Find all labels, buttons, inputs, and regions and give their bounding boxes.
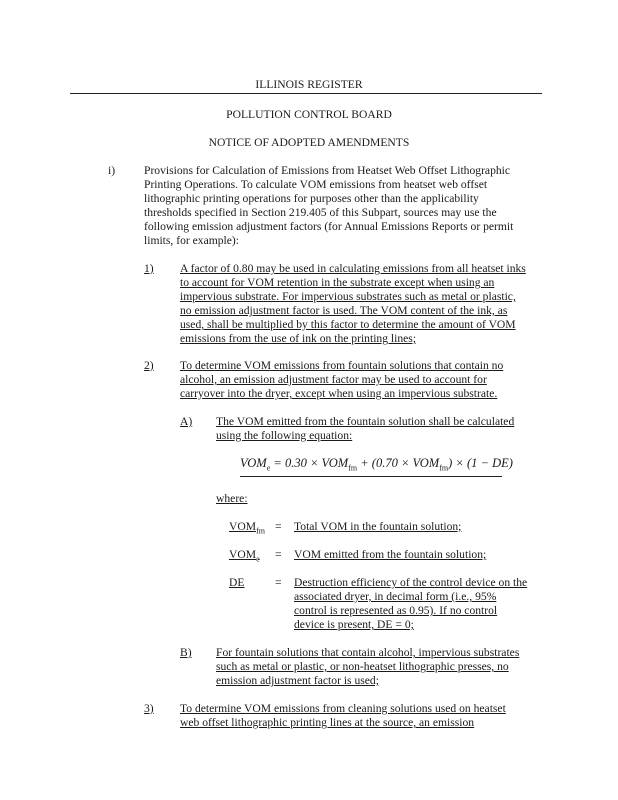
item-1-line: A factor of 0.80 may be used in calculating emissions from all heatset inks xyxy=(180,262,526,275)
item-1-line: used, shall be multiplied by this factor to determine the amount of VOM xyxy=(180,318,516,331)
definition-symbol: DE xyxy=(229,576,245,589)
item-1-line: emissions from the use of ink on the printing lines; xyxy=(180,332,417,345)
definition-equals: = xyxy=(275,520,282,533)
definition-text: Total VOM in the fountain solution; xyxy=(294,520,462,533)
item-i-line: Printing Operations. To calculate VOM emissions from heatset web offset xyxy=(144,178,488,191)
item-2a-marker: A) xyxy=(180,415,193,428)
item-2-marker: 2) xyxy=(144,359,154,372)
item-1-line: impervious substrate. For impervious substrates such as metal or plastic, xyxy=(180,290,516,303)
item-3-line: To determine VOM emissions from cleaning solutions used on heatset xyxy=(180,702,506,715)
definition-equals: = xyxy=(275,576,282,589)
item-1-line: to account for VOM retention in the substrate except when using an xyxy=(180,276,495,289)
notice-title: NOTICE OF ADOPTED AMENDMENTS xyxy=(208,136,410,149)
definition-text: VOM emitted from the fountain solution; xyxy=(294,548,487,561)
item-2a-line: using the following equation: xyxy=(216,429,353,442)
definition-text: Destruction efficiency of the control device on the xyxy=(294,576,528,589)
item-2b-line: such as metal or plastic, or non-heatset lithographic presses, no xyxy=(216,660,509,673)
definition-equals: = xyxy=(275,548,282,561)
item-i-line: limits, for example): xyxy=(144,234,239,247)
item-3-line: web offset lithographic printing lines at the source, an emission xyxy=(180,716,475,729)
item-i-line: thresholds specified in Section 219.405 of this Subpart, sources may use the xyxy=(144,206,497,219)
item-i-marker: i) xyxy=(108,164,116,177)
item-i-line: following emission adjustment factors (for Annual Emissions Reports or permit xyxy=(144,220,514,233)
item-1-line: no emission adjustment factor is used. The VOM content of the ink, as xyxy=(180,304,508,317)
item-2b-line: For fountain solutions that contain alcohol, impervious substrates xyxy=(216,646,520,659)
definition-text: device is present, DE = 0; xyxy=(294,618,414,631)
item-2-line: To determine VOM emissions from fountain solutions that contain no xyxy=(180,359,504,372)
where-label: where: xyxy=(216,492,248,505)
item-i-line: Provisions for Calculation of Emissions from Heatset Web Offset Lithographic xyxy=(144,164,511,177)
definition-text: associated dryer, in decimal form (i.e., 95% xyxy=(294,590,497,603)
item-2-line: carryover into the dryer, except when using an impervious substrate. xyxy=(180,387,498,400)
vom-equation: $VOM_e = 0.30 \times VOM_{fm} + (0.70 \times VOM_{fm}) \times (1 - DE)$ xyxy=(240,456,513,473)
definition-text: control is represented as 0.95). If no control xyxy=(294,604,498,617)
item-3-marker: 3) xyxy=(144,702,154,715)
definition-symbol: $VOM_e$ xyxy=(229,548,260,564)
item-2-line: alcohol, an emission adjustment factor may be used to account for xyxy=(180,373,487,386)
item-2b-marker: B) xyxy=(180,646,192,659)
header-rule xyxy=(70,93,542,94)
definition-symbol: $VOM_{fm}$ xyxy=(229,520,265,536)
board-title: POLLUTION CONTROL BOARD xyxy=(226,108,392,121)
item-1-marker: 1) xyxy=(144,262,154,275)
register-title: ILLINOIS REGISTER xyxy=(255,78,363,91)
item-2a-line: The VOM emitted from the fountain solution shall be calculated xyxy=(216,415,515,428)
item-2b-line: emission adjustment factor is used; xyxy=(216,674,379,687)
item-i-line: lithographic printing operations for purposes other than the applicability xyxy=(144,192,479,205)
equation-underline xyxy=(240,476,502,477)
